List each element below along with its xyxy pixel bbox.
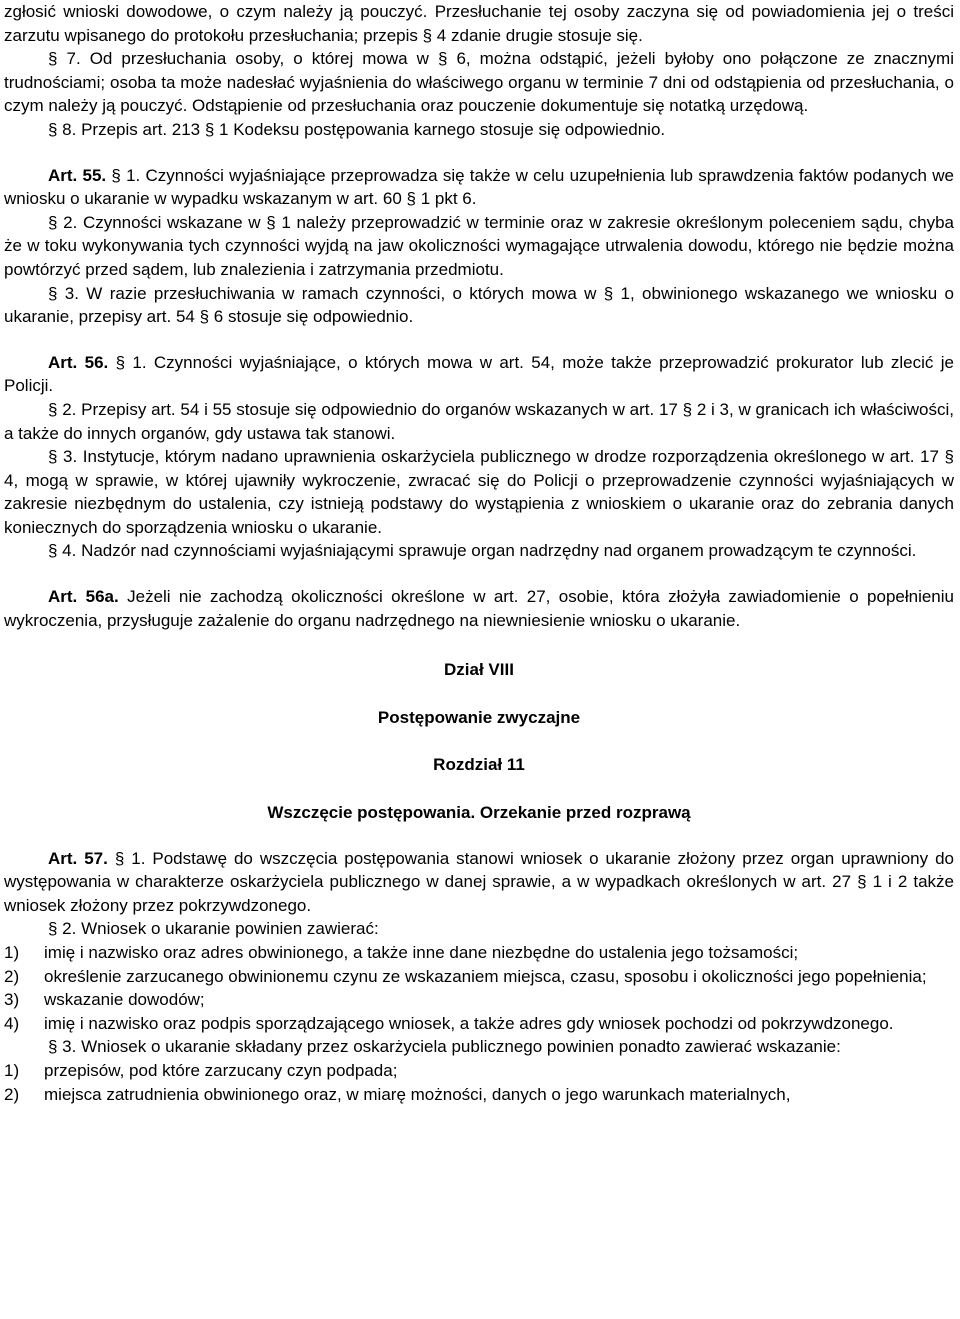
- article-57-par-1: [4, 847, 954, 918]
- list-item-text: przepisów, pod które zarzucany czyn podpada;: [44, 1060, 398, 1080]
- article-57-par-3-list: [4, 1059, 954, 1106]
- article-55-par-1-text: § 1. Czynności wyjaśniające przeprowadza się także w celu uzupełnienia lub sprawdzenia faktów podanych we wniosku o ukaranie w wypadku wskazanym w art. 60 § 1 pkt 6.: [4, 165, 954, 209]
- paragraph-continued: zgłosić wnioski dowodowe, o czym należy ją pouczyć. Przesłuchanie tej osoby zaczyna się od powiadomienia jej o treści zarzutu wpisanego do protokołu przesłuchania; przepis § 4 zdanie drugie stosuje się.: [4, 2, 954, 45]
- article-55-label: Art. 55.: [48, 165, 107, 185]
- list-item: [4, 1083, 954, 1107]
- article-55: [4, 164, 954, 329]
- chapter-title: Wszczęcie postępowania. Orzekanie przed rozprawą: [267, 803, 691, 823]
- division-heading: Dział VIII: [444, 660, 514, 680]
- article-55-par-3: § 3. W razie przesłuchiwania w ramach czynności, o których mowa w § 1, obwinionego wskazanego we wniosku o ukaranie, przepisy art. 54 § 6 stosuje się odpowiednio.: [4, 283, 954, 327]
- article-57-par-2: § 2. Wniosek o ukaranie powinien zawierać:: [48, 919, 379, 939]
- article-56a-text: [4, 585, 954, 632]
- paragraph-7: § 7. Od przesłuchania osoby, o której mowa w § 6, można odstąpić, jeżeli byłoby ono połączone ze znacznymi trudnościami; osoba ta może nadesłać wyjaśnienia do właściwego organu w terminie 7 dni od odstąpienia od przesłuchania, o czym należy ją pouczyć. Odstąpienie od przesłuchania oraz pouczenie dokumentuje się notatką urzędową.: [4, 49, 954, 116]
- article-57-par-1-text: § 1. Podstawę do wszczęcia postępowania stanowi wniosek o ukaranie złożony przez organ uprawniony do występowania w charakterze oskarżyciela publicznego w danej sprawie, a w wypadkach określonych w art. 27 § 1 i 2 także wniosek złożony przez pokrzywdzonego.: [4, 848, 954, 915]
- article-55-par-2: § 2. Czynności wskazane w § 1 należy przeprowadzić w terminie oraz w zakresie określonym poleceniem sądu, chyba że w toku wykonywania tych czynności wyjdą na jaw okoliczności wymagające utrwalenia dowodu, którego nie będzie można powtórzyć przed sądem, lub znalezienia i zatrzymania przedmiotu.: [4, 212, 954, 279]
- article-56a-body: Jeżeli nie zachodzą okoliczności określone w art. 27, osobie, która złożyła zawiadomienie o popełnieniu wykroczenia, przysługuje zażalenie do organu nadrzędnego na niewniesienie wniosku o ukaranie.: [4, 587, 954, 630]
- article-56-par-4: § 4. Nadzór nad czynnościami wyjaśniającymi sprawuje organ nadrzędny nad organem prowadzącym te czynności.: [48, 541, 917, 561]
- list-item: [4, 1059, 954, 1083]
- article-55-par-1: [4, 164, 954, 211]
- list-item-text: imię i nazwisko oraz podpis sporządzającego wniosek, a także adres gdy wniosek pochodzi od pokrzywdzonego.: [44, 1013, 894, 1033]
- list-item: [4, 941, 954, 965]
- article-56a-label: Art. 56a.: [48, 587, 119, 607]
- article-57-par-2-list: [4, 941, 954, 1035]
- list-item-number: 2): [4, 966, 20, 986]
- division-title: Postępowanie zwyczajne: [377, 707, 581, 727]
- article-56-par-1-text: § 1. Czynności wyjaśniające, o których mowa w art. 54, może także przeprowadzić prokurator lub zlecić je Policji.: [4, 352, 954, 396]
- list-item-text: imię i nazwisko oraz adres obwinionego, a także inne dane niezbędne do ustalenia jego tożsamości;: [44, 943, 799, 962]
- list-item-number: 1): [4, 943, 20, 962]
- list-item-text: wskazanie dowodów;: [44, 990, 205, 1010]
- article-56a: [4, 585, 954, 632]
- article-57: [4, 847, 954, 1107]
- chapter-heading: Rozdział 11: [433, 755, 525, 775]
- list-item-text: miejsca zatrudnienia obwinionego oraz, w miarę możności, danych o jego warunkach materialnych,: [44, 1084, 791, 1104]
- list-item-number: 1): [4, 1060, 20, 1080]
- spacer: [4, 825, 954, 847]
- list-item-number: 3): [4, 990, 20, 1010]
- article-56-par-2: § 2. Przepisy art. 54 i 55 stosuje się odpowiednio do organów wskazanych w art. 17 § 2 i 3, w granicach ich właściwości, a także do innych organów, gdy ustawa tak stanowi.: [4, 399, 954, 443]
- article-56: [4, 351, 954, 563]
- article-56-label: Art. 56.: [48, 352, 109, 372]
- list-item: [4, 965, 954, 989]
- list-item-number: 2): [4, 1084, 20, 1104]
- spacer: [4, 563, 954, 585]
- paragraph-8: § 8. Przepis art. 213 § 1 Kodeksu postępowania karnego stosuje się odpowiednio.: [48, 119, 666, 139]
- list-item-text: określenie zarzucanego obwinionemu czynu ze wskazaniem miejsca, czasu, sposobu i okoliczności jego popełnienia;: [44, 966, 927, 986]
- article-56-par-3: § 3. Instytucje, którym nadano uprawnienia oskarżyciela publicznego w drodze rozporządzenia określonego w art. 17 § 4, mogą w sprawie, w której ujawniły wykroczenie, zwracać się do Policji o przeprowadzenie czynności wyjaśniających w zakresie niezbędnym do ustalenia, czy istnieją podstawy do wystąpienia z wnioskiem o ukaranie oraz do zebrania danych koniecznych do sporządzenia wniosku o ukaranie.: [4, 447, 954, 537]
- article-56-par-1: [4, 351, 954, 398]
- list-item-number: 4): [4, 1013, 20, 1033]
- article-57-par-3: § 3. Wniosek o ukaranie składany przez oskarżyciela publicznego powinien ponadto zawierać wskazanie:: [48, 1037, 841, 1057]
- spacer: [4, 329, 954, 351]
- article-57-label: Art. 57.: [48, 848, 108, 868]
- spacer: [4, 142, 954, 164]
- list-item: [4, 1012, 954, 1036]
- list-item: [4, 988, 954, 1012]
